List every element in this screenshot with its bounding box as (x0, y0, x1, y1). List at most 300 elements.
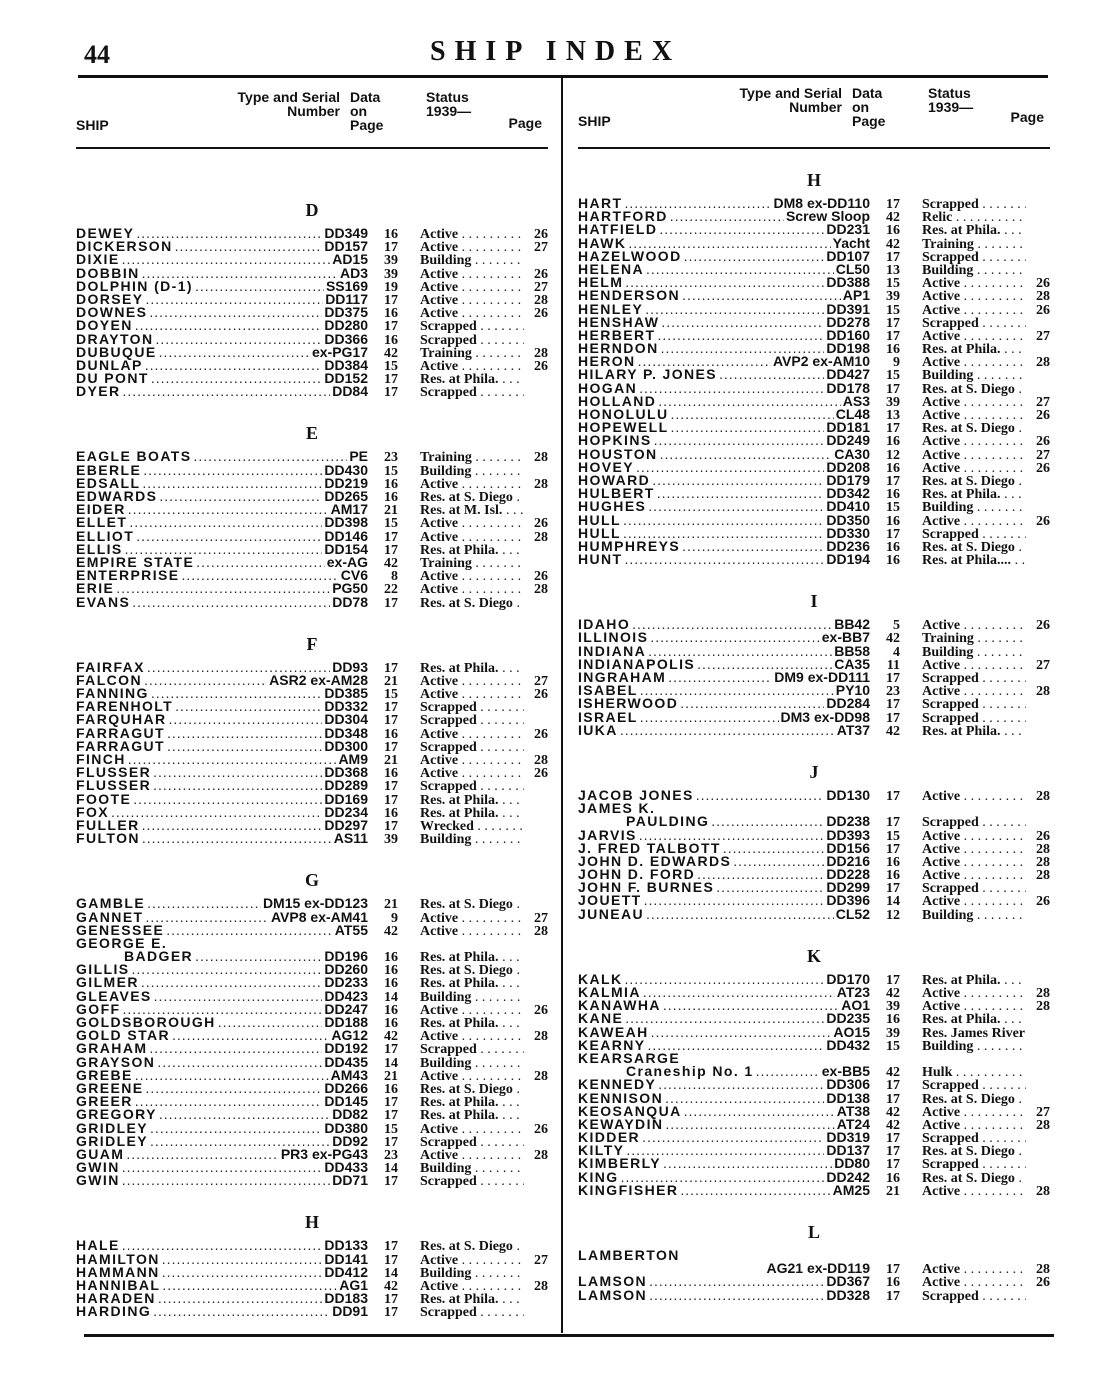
ship-name: HERON (578, 353, 636, 370)
leader-dots (644, 894, 825, 907)
type-serial-number: AP1 (842, 287, 870, 304)
leader-dots (657, 329, 824, 342)
ship-name: JARVIS (578, 826, 637, 843)
leader-dots (658, 1078, 824, 1091)
index-entry (578, 1115, 1050, 1133)
data-page: 17 (384, 739, 398, 755)
ship-name: KALMIA (578, 984, 641, 1000)
ship-name: J. FRED TALBOTT (578, 839, 721, 856)
index-entry (76, 1053, 548, 1071)
leader-dots (684, 250, 825, 263)
data-page: 17 (886, 841, 900, 857)
status-page: 26 (1036, 513, 1050, 529)
status-page: 26 (534, 306, 548, 322)
status-page: 28 (534, 753, 548, 768)
status: Active . . . (420, 478, 524, 491)
section-letter: L (807, 1222, 820, 1242)
status: Building . . . (420, 254, 524, 267)
status: Active . . . (922, 435, 1026, 448)
type-serial-number: DD427 (826, 366, 870, 383)
type-serial-number: DD188 (324, 1014, 368, 1030)
index-entry (578, 511, 1050, 529)
status-page: 26 (534, 516, 548, 532)
type-serial-number: DD289 (324, 777, 368, 794)
type-serial-number: DD194 (826, 551, 870, 568)
ship-name: DEWEY (76, 225, 135, 241)
index-entry (76, 461, 548, 479)
data-page: 15 (384, 358, 398, 374)
ship-name: HATFIELD (578, 221, 658, 238)
status: Scrapped . . . (420, 714, 524, 727)
ship-name: KINGFISHER (578, 1181, 679, 1198)
data-page: 16 (384, 963, 398, 979)
type-serial-number: DD349 (324, 225, 368, 241)
type-serial-number: PR3 ex-PG43 (280, 1145, 368, 1162)
data-page: 17 (384, 542, 398, 558)
data-page: 42 (886, 210, 900, 226)
status: Active . . . (420, 531, 524, 544)
ship-name: GREER (76, 1093, 133, 1110)
status-page: 27 (534, 1252, 548, 1268)
leader-dots (172, 1029, 329, 1042)
leader-dots (625, 1012, 824, 1025)
ship-name: GAMBLE (76, 895, 146, 912)
type-serial-number: DD348 (324, 724, 368, 741)
type-serial-number: AT24 (836, 1115, 870, 1132)
status-page: 26 (534, 1002, 548, 1018)
ship-name: IUKA (578, 721, 618, 738)
type-serial-number: Yacht (832, 234, 870, 251)
data-page: 17 (886, 328, 900, 344)
data-page: 17 (384, 713, 398, 729)
type-serial-number: DD299 (826, 879, 870, 896)
index-entry (578, 551, 1050, 569)
type-serial-number: PY10 (835, 682, 870, 699)
data-page: 16 (384, 490, 398, 505)
data-page: 17 (384, 1042, 398, 1058)
status: Relic . . . (922, 211, 1026, 224)
leader-dots (650, 631, 819, 644)
data-page: 17 (886, 421, 900, 437)
index-entry (578, 1286, 1050, 1304)
data-page: 17 (886, 1091, 900, 1107)
data-page: 42 (886, 1104, 900, 1120)
data-page: 14 (384, 1265, 398, 1281)
ship-name: KANE (578, 1010, 624, 1027)
status: Active . . . (922, 1185, 1026, 1198)
type-serial-number: Screw Sloop (785, 208, 870, 225)
section-letter: H (806, 170, 821, 190)
type-serial-number: DD396 (826, 892, 870, 909)
type-serial-number: DD178 (826, 379, 870, 396)
type-serial-number: DD300 (324, 737, 368, 754)
status-page: 28 (1036, 868, 1050, 884)
data-page: 17 (886, 972, 900, 988)
status-page: 26 (1036, 460, 1050, 476)
status: Res. at S. Diego . . . (922, 1093, 1026, 1106)
ship-name: HOUSTON (578, 445, 658, 462)
status: Active . . . (922, 1000, 1026, 1013)
data-page: 17 (886, 671, 900, 686)
ship-name: HONOLULU (578, 406, 669, 422)
index-entry (578, 879, 1050, 897)
leader-dots (651, 1026, 832, 1039)
type-serial-number: ex-PG17 (311, 343, 368, 360)
data-page: 15 (384, 463, 398, 479)
ship-name: FANNING (76, 685, 149, 702)
data-page: 23 (384, 450, 398, 466)
status: Active . . . (420, 1149, 524, 1162)
data-page: 16 (886, 868, 900, 884)
data-page: 17 (886, 788, 900, 804)
status: Active . . . (922, 869, 1026, 882)
page-title: SHIP INDEX (430, 36, 682, 67)
leader-dots (649, 1275, 824, 1288)
index-entry (578, 247, 1050, 265)
status-page: 27 (1036, 394, 1050, 410)
leader-dots (135, 1095, 323, 1108)
ship-name: HELM (578, 274, 624, 291)
header-type-serial: Type and Serial Number (237, 89, 340, 119)
status: Res. at S. Diego . . . (420, 491, 524, 504)
status-page: 26 (534, 569, 548, 585)
leader-dots (157, 1056, 322, 1069)
status: Active . . . (420, 688, 524, 701)
index-entry (76, 1172, 548, 1190)
status-page: 27 (534, 910, 548, 926)
type-serial-number: DD117 (325, 290, 368, 307)
type-serial-number: DD107 (826, 247, 870, 264)
ship-name: GUAM (76, 1145, 125, 1162)
ship-name: FULTON (76, 830, 140, 847)
status-page: 28 (534, 923, 548, 939)
status: Active . . . (922, 619, 1026, 632)
status-page: 28 (1036, 841, 1050, 857)
data-page: 16 (886, 460, 900, 476)
type-serial-number: DD170 (826, 970, 870, 987)
type-serial-number: DD93 (332, 658, 368, 675)
section-letter: I (810, 591, 818, 612)
data-page: 17 (886, 1131, 900, 1147)
data-page: 11 (886, 657, 900, 673)
status-page: 26 (1036, 894, 1050, 910)
index-entry (578, 905, 1050, 923)
index-entry (578, 498, 1050, 516)
ship-name: DORSEY (76, 290, 144, 307)
leader-dots (660, 448, 833, 461)
data-page: 17 (886, 197, 900, 212)
leader-dots (129, 516, 322, 529)
status: Res. at S. Diego . . . (420, 1240, 524, 1253)
ship-name: HAWK (578, 234, 627, 251)
status: Active . . . (420, 307, 524, 320)
leader-dots (652, 474, 824, 487)
data-page: 15 (384, 1121, 398, 1137)
index-section (578, 945, 1050, 1197)
status: Active . . . (420, 583, 524, 596)
ship-name: HOPKINS (578, 432, 652, 449)
ship-name: KALK (578, 970, 623, 987)
status-page: 28 (534, 582, 548, 598)
type-serial-number: BB58 (834, 642, 870, 659)
type-serial-number: DD78 (332, 593, 368, 610)
status-page: 28 (1036, 1183, 1050, 1199)
data-page: 9 (893, 355, 900, 371)
status: Active . . . (420, 754, 524, 767)
index-section (578, 1221, 1050, 1302)
status: Res. at Phila. . . . (420, 977, 524, 990)
status: Active . . . (922, 515, 1026, 528)
data-page: 14 (886, 894, 900, 910)
ship-name: ELLIS (76, 540, 123, 557)
status: Res. at S. Diego . . . (922, 475, 1026, 488)
data-page: 16 (886, 487, 900, 503)
leader-dots (684, 1105, 835, 1118)
data-page: 42 (384, 923, 398, 939)
data-page: 16 (886, 1170, 900, 1186)
type-serial-number: ASR2 ex-AM28 (269, 671, 368, 688)
status-page: 26 (1036, 434, 1050, 450)
index-entry (76, 961, 548, 979)
leader-dots (654, 434, 825, 447)
type-serial-number: DD228 (826, 866, 870, 883)
data-page: 16 (886, 434, 900, 450)
leader-dots (111, 806, 322, 819)
status: Active . . . (922, 790, 1026, 803)
type-serial-number: PE (349, 448, 368, 465)
leader-dots (153, 1305, 330, 1318)
data-page: 42 (384, 1279, 398, 1294)
status: Res. at S. Diego . . . (922, 383, 1026, 396)
status: Hulk . . . (922, 1066, 1026, 1079)
leader-dots (122, 1161, 323, 1174)
ship-name: EVANS (76, 593, 131, 610)
header-ship: SHIP (578, 113, 611, 129)
data-page: 15 (384, 687, 398, 703)
type-serial-number: AO1 (841, 997, 870, 1014)
status-page: 28 (534, 1279, 548, 1294)
ship-name: KING (578, 1168, 619, 1185)
type-serial-number: DD368 (324, 764, 368, 781)
type-serial-number: AO15 (833, 1023, 870, 1040)
type-serial-number: DD160 (826, 326, 870, 343)
status-page: 28 (1036, 788, 1050, 804)
type-serial-number: DD398 (324, 514, 368, 531)
index-section (76, 422, 548, 611)
status-page: 28 (1036, 1262, 1050, 1278)
status: Building . . . (922, 1040, 1026, 1053)
status: Active . . . (922, 330, 1026, 343)
data-page: 17 (384, 240, 398, 256)
index-entry (76, 490, 548, 503)
leader-dots (128, 503, 329, 516)
leader-dots (711, 815, 824, 828)
type-serial-number: DD236 (826, 537, 870, 554)
ship-name: GANNET (76, 908, 144, 925)
left-index-body (76, 149, 548, 1319)
section-letter: D (305, 200, 319, 220)
leader-dots (756, 1065, 820, 1078)
status: Res. at S. Diego . . . (420, 964, 524, 977)
ship-name: HAMMANN (76, 1263, 160, 1280)
type-serial-number: DD388 (826, 274, 870, 291)
index-entry (578, 537, 1050, 555)
index-entry (578, 485, 1050, 503)
ship-name: HUMPHREYS (578, 537, 681, 554)
type-serial-number: DD152 (324, 370, 368, 387)
index-section (76, 199, 548, 401)
type-serial-number: DD391 (826, 300, 870, 317)
status-page: 26 (534, 766, 548, 782)
index-section (76, 633, 548, 846)
ship-name: PAULDING (626, 813, 710, 830)
bottom-rule (84, 1334, 1054, 1337)
data-page: 17 (384, 700, 398, 716)
ship-name: GWIN (76, 1172, 120, 1189)
ship-name: HUNT (578, 551, 623, 568)
status: Scrapped . . . (420, 334, 524, 347)
type-serial-number: DD332 (324, 698, 368, 715)
leader-dots (159, 490, 322, 503)
leader-dots (665, 1092, 824, 1105)
ship-name: JOHN D. EDWARDS (578, 852, 732, 869)
header-data-on-page: Data on Page (852, 85, 886, 129)
status-page: 28 (1036, 986, 1050, 1001)
ship-name: DOYEN (76, 317, 133, 334)
data-page: 17 (384, 529, 398, 545)
data-page: 42 (886, 236, 900, 252)
status: Building . . . (420, 1267, 524, 1280)
leader-dots (175, 240, 323, 253)
data-page: 42 (384, 555, 398, 571)
leader-dots (682, 540, 824, 553)
type-serial-number: DD342 (826, 485, 870, 502)
leader-dots (649, 1289, 824, 1302)
data-page: 17 (384, 1095, 398, 1111)
leader-dots (132, 596, 330, 609)
index-entry (578, 1010, 1050, 1028)
ship-name: JACOB JONES (578, 786, 694, 803)
data-page: 21 (384, 897, 398, 913)
index-entry (578, 1273, 1050, 1291)
index-entry (76, 238, 548, 256)
index-entry (76, 383, 548, 401)
leader-dots (719, 368, 824, 381)
data-page: 17 (384, 372, 398, 388)
ship-name: GOFF (76, 1000, 121, 1017)
ship-name: HENLEY (578, 300, 644, 317)
status: Scrapped . . . (922, 698, 1026, 711)
ship-name: ISHERWOOD (578, 695, 679, 712)
status: Scrapped . . . (420, 320, 524, 333)
index-entry (578, 221, 1050, 239)
status: Active . . . (922, 449, 1026, 462)
index-entry (578, 1181, 1050, 1199)
index-entry (76, 567, 548, 585)
status-page: 28 (534, 1029, 548, 1045)
status-page: 28 (534, 529, 548, 545)
leader-dots (620, 724, 835, 737)
index-entry (578, 629, 1050, 647)
data-page: 16 (384, 306, 398, 322)
data-page: 16 (384, 332, 398, 348)
leader-dots (159, 1108, 330, 1121)
ship-name: GOLD STAR (76, 1027, 171, 1044)
data-page: 15 (886, 1038, 900, 1054)
ship-name: HALE (76, 1237, 120, 1254)
status: Building . . . (922, 369, 1026, 382)
type-serial-number: DD375 (324, 304, 368, 321)
type-serial-number: DD84 (332, 383, 368, 400)
leader-dots (151, 687, 323, 700)
data-page: 16 (384, 227, 398, 242)
ship-name: DOBBIN (76, 264, 140, 281)
status-page: 28 (534, 292, 548, 308)
type-serial-number: DD280 (324, 317, 368, 334)
header-status: Status 1939— (426, 89, 472, 119)
status: Active . . . (420, 925, 524, 938)
leader-dots (624, 553, 824, 566)
type-serial-number: CL48 (835, 406, 870, 422)
type-serial-number: AS11 (333, 830, 368, 847)
ship-name: GREBE (76, 1066, 133, 1083)
data-page: 39 (886, 394, 900, 410)
ship-name: DIXIE (76, 251, 120, 268)
index-entry (76, 514, 548, 532)
status: Res. at Phila. . . . (420, 1017, 524, 1030)
ship-name: DOWNES (76, 304, 148, 321)
ship-name: INGRAHAM (578, 669, 667, 685)
index-entry (578, 1155, 1050, 1173)
column-header (76, 76, 548, 149)
type-serial-number: DD82 (332, 1106, 368, 1123)
status: Scrapped . . . (922, 198, 1026, 211)
status-page: 26 (1036, 276, 1050, 292)
status: Res. at S. Diego . . . (922, 1172, 1026, 1185)
data-page: 17 (384, 1174, 398, 1190)
header-data-on-page: Data on Page (350, 89, 384, 133)
leader-dots (162, 1253, 323, 1266)
status: Scrapped . . . (420, 1043, 524, 1056)
status: Active . . . (922, 277, 1026, 290)
leader-dots (146, 911, 269, 924)
ship-name: KEWAYDIN (578, 1115, 664, 1132)
leader-dots (136, 530, 322, 543)
type-serial-number: AM25 (832, 1181, 870, 1198)
ship-name: LAMBERTON (578, 1247, 680, 1263)
ship-name: DUNLAP (76, 356, 143, 373)
ship-name: FARQUHAR (76, 711, 167, 728)
type-serial-number: DD284 (826, 695, 870, 712)
ship-name: GREGORY (76, 1106, 157, 1123)
type-serial-number: DD430 (324, 461, 368, 478)
status: Active . . . (420, 294, 524, 307)
data-page: 17 (886, 1144, 900, 1160)
type-serial-number: DD146 (324, 527, 368, 544)
ship-name: Craneship No. 1 (626, 1063, 754, 1080)
status: Res. at S. Diego . . . (922, 1145, 1026, 1158)
ship-name: ERIE (76, 580, 115, 597)
type-serial-number: DD219 (324, 474, 368, 491)
type-serial-number: DD234 (324, 803, 368, 820)
ship-name: KAWEAH (578, 1023, 649, 1040)
ship-name: HILARY P. JONES (578, 366, 718, 383)
status: Scrapped . . . (922, 1079, 1026, 1092)
type-serial-number: AT38 (836, 1102, 870, 1119)
index-entry (76, 987, 548, 1005)
leader-dots (147, 897, 261, 910)
data-page: 16 (886, 854, 900, 870)
